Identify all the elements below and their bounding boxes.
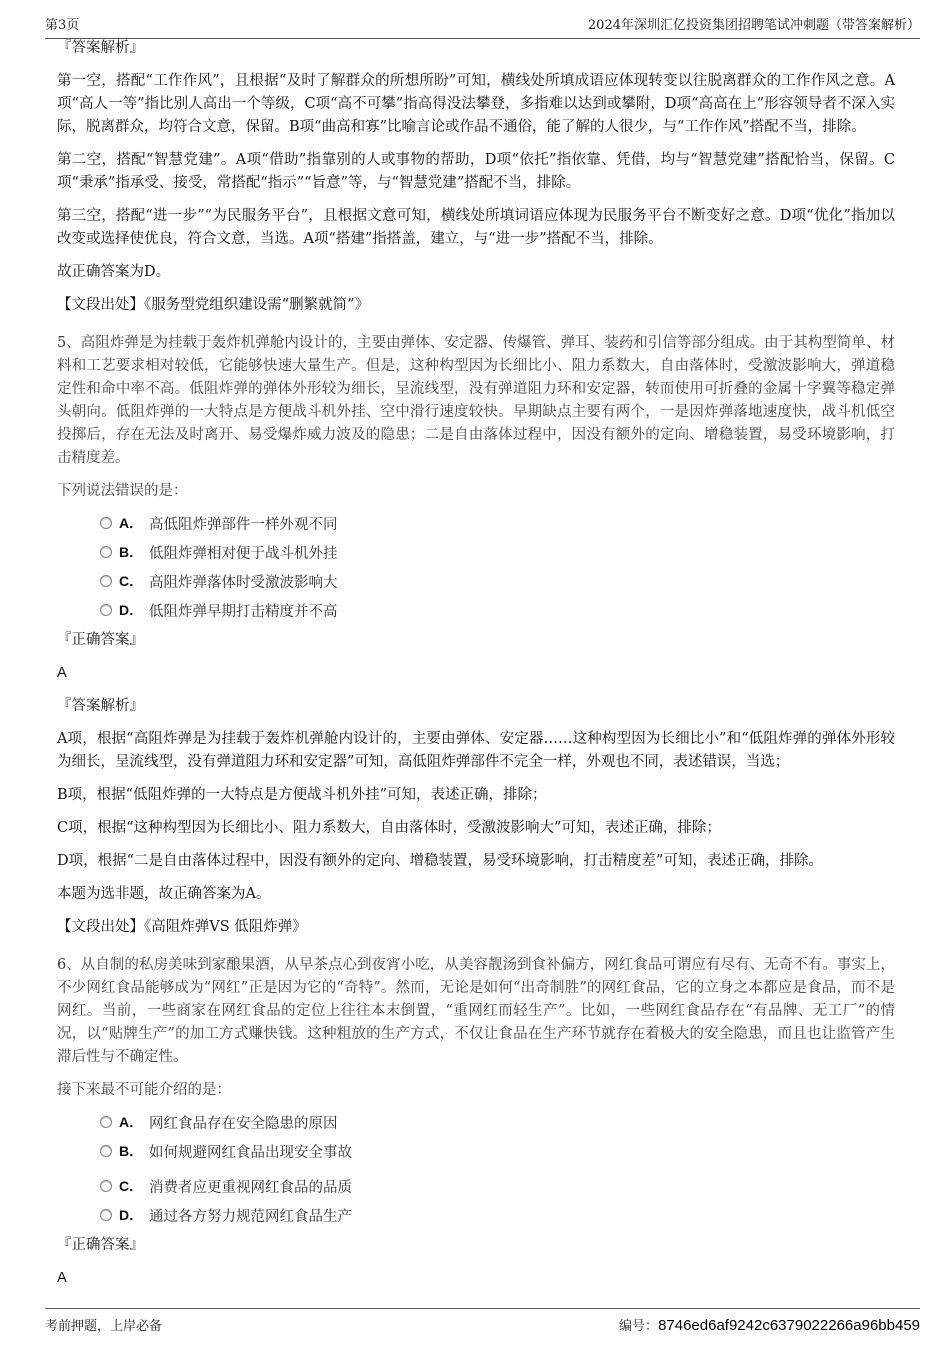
correct-answer-label: 『正确答案』 [57, 1237, 144, 1253]
options-group [57, 513, 895, 620]
analysis-conclusion: 故正确答案为D。 [57, 264, 171, 280]
page-content [57, 37, 895, 1300]
footer-code-label: 编号： [619, 1319, 659, 1334]
correct-answer-label: 『正确答案』 [57, 632, 144, 648]
analysis-paragraph: A项，根据“高阻炸弹是为挂载于轰炸机弹舱内设计的，主要由弹体、安定器……这种构型因为长细比小”和“低阻炸弹的弹体外形较为细长，呈流线型，没有弹道阻力环和安定器”可知，高低阻炸弹部件不完全一样，外观也不同，表述错误，当选； [57, 731, 895, 770]
correct-answer-value: A [57, 1270, 67, 1286]
page-header [45, 0, 920, 39]
doc-title: 2024年深圳汇亿投资集团招聘笔试冲刺题（带答案解析） [587, 18, 920, 33]
radio-button[interactable] [100, 604, 112, 616]
question-stem: 5、高阻炸弹是为挂载于轰炸机弹舱内设计的，主要由弹体、安定器、传爆管、弹耳、装药和引信等部分组成。由于其构型简单、材料和工艺要求相对较低，它能够快速大量生产。但是，这种构型因为长细比小、阻力系数大，自由落体时，受激波影响大，弹道稳定性和命中率不高。低阻炸弹的弹体外形较为细长，呈流线型，没有弹道阻力环和安定器，转而使用可折叠的金属十字翼等稳定弹头朝向。低阻炸弹的一大特点是方便战斗机外挂、空中滑行速度较快。早期缺点主要有两个，一是因炸弹落地速度快，战斗机低空投掷后，存在无法及时离开、易受爆炸威力波及的隐患；二是自由落体过程中，因没有额外的定向、增稳装置，易受环境影响，打击精度差。 [57, 335, 895, 466]
footer-code [619, 1315, 920, 1334]
question-5 [57, 332, 895, 939]
option-row-b[interactable] [57, 542, 895, 562]
option-letter: B． [119, 544, 144, 560]
option-text: 高低阻炸弹部件一样外观不同 [149, 516, 338, 533]
option-row-a[interactable] [57, 1112, 895, 1132]
option-letter: B． [119, 1143, 144, 1159]
radio-button[interactable] [100, 1145, 112, 1157]
correct-answer-value: A [57, 665, 67, 681]
analysis-paragraph: 第三空，搭配“进一步”“为民服务平台”，且根据文意可知，横线处所填词语应体现为民服务平台不断变好之意。D项“优化”指加以改变或选择使优良，符合文意，当选。A项“搭建”指搭盖，建立，与“进一步”搭配不当，排除。 [57, 208, 895, 247]
option-text: 低阻炸弹相对便于战斗机外挂 [149, 545, 338, 562]
analysis-conclusion: 本题为选非题，故正确答案为A。 [57, 886, 271, 902]
page-footer [45, 1308, 920, 1334]
option-text: 网红食品存在安全隐患的原因 [149, 1115, 338, 1132]
option-row-c[interactable] [57, 571, 895, 591]
analysis-paragraph: 第二空，搭配“智慧党建”。A项“借助”指靠别的人或事物的帮助，D项“依托”指依靠、凭借，均与“智慧党建”搭配恰当，保留。C项“秉承”指承受、接受，常搭配“指示”“旨意”等，与“智慧党建”搭配不当，排除。 [57, 152, 895, 191]
radio-button[interactable] [100, 1209, 112, 1221]
question-prompt: 下列说法错误的是： [57, 483, 188, 499]
option-letter: D． [119, 1207, 144, 1223]
question-stem: 6、从自制的私房美味到家酿果酒，从早茶点心到夜宵小吃，从美容靓汤到食补偏方，网红食品可谓应有尽有、无奇不有。事实上，不少网红食品能够成为“网红”正是因为它的“奇特”。然而，无论是如何“出奇制胜”的网红食品，它的立身之本都应是食品，而不是网红。当前，一些商家在网红食品的定位上往往本末倒置，“重网红而轻生产”。比如，一些网红食品存在“有品牌、无工厂”的情况，以“贴牌生产”的加工方式赚快钱。这种粗放的生产方式，不仅让食品在生产环节就存在着极大的安全隐患，而且也让监管产生滞后性与不确定性。 [57, 957, 895, 1065]
analysis-paragraph: C项，根据“这种构型因为长细比小、阻力系数大，自由落体时，受激波影响大”可知，表述正确，排除； [57, 820, 721, 836]
option-letter: D． [119, 602, 144, 618]
analysis-label: 『答案解析』 [57, 698, 144, 714]
option-letter: A． [119, 515, 144, 531]
analysis-paragraph: D项，根据“二是自由落体过程中，因没有额外的定向、增稳装置，易受环境影响，打击精度差”可知，表述正确，排除。 [57, 853, 823, 869]
option-letter: C． [119, 1178, 144, 1194]
radio-button[interactable] [100, 1180, 112, 1192]
option-row-c[interactable] [57, 1176, 895, 1196]
footer-slogan: 考前押题，上岸必备 [45, 1319, 163, 1334]
option-text: 消费者应更重视网红食品的品质 [149, 1179, 352, 1196]
option-text: 低阻炸弹早期打击精度并不高 [149, 603, 338, 620]
option-row-d[interactable] [57, 1205, 895, 1225]
options-group [57, 1112, 895, 1225]
radio-button[interactable] [100, 575, 112, 587]
radio-button[interactable] [100, 546, 112, 558]
radio-button[interactable] [100, 1116, 112, 1128]
analysis-paragraph: B项，根据“低阻炸弹的一大特点是方便战斗机外挂”可知，表述正确，排除； [57, 787, 547, 803]
analysis-label: 『答案解析』 [57, 40, 144, 56]
option-letter: A． [119, 1114, 144, 1130]
footer-code-value: 8746ed6af9242c6379022266a96bb459 [658, 1317, 920, 1334]
question-prompt: 接下来最不可能介绍的是： [57, 1082, 231, 1098]
option-letter: C． [119, 573, 144, 589]
option-row-d[interactable] [57, 600, 895, 620]
analysis-paragraph: 第一空，搭配“工作作风”，且根据“及时了解群众的所想所盼”可知，横线处所填成语应体现转变以往脱离群众的工作作风之意。A项“高人一等”指比别人高出一个等级，C项“高不可攀”指高得没法攀登，多指难以达到或攀附，D项“高高在上”形容领导者不深入实际，脱离群众，均符合文意，保留。B项“曲高和寡”比喻言论或作品不通俗，能了解的人很少，与“工作作风”搭配不当，排除。 [57, 73, 895, 135]
option-text: 高阻炸弹落体时受激波影响大 [149, 574, 338, 591]
option-text: 通过各方努力规范网红食品生产 [149, 1208, 352, 1225]
option-row-a[interactable] [57, 513, 895, 533]
source-reference: 【文段出处】《高阻炸弹VS 低阻炸弹》 [57, 919, 307, 935]
option-row-b[interactable] [57, 1141, 895, 1161]
radio-button[interactable] [100, 517, 112, 529]
option-text: 如何规避网红食品出现安全事故 [149, 1144, 352, 1161]
question-6 [57, 954, 895, 1290]
page-number: 第3页 [45, 18, 80, 33]
source-reference: 【文段出处】《服务型党组织建设需“删繁就简”》 [57, 297, 370, 313]
